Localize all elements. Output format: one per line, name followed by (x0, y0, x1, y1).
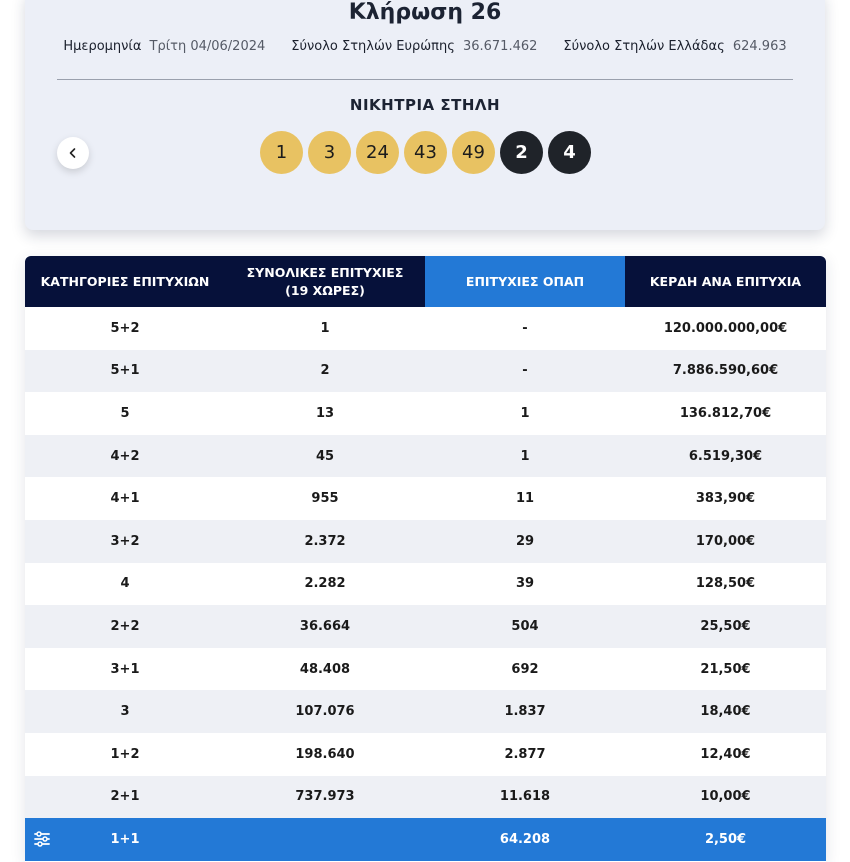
table-row (25, 563, 826, 606)
greece-columns (563, 39, 786, 54)
total-winners-cell: 955 (225, 477, 425, 520)
draw-date-label: Ημερομηνία (63, 39, 142, 54)
prize-cell: 2,50€ (625, 818, 826, 861)
table-row (25, 520, 826, 563)
category-cell: 2+2 (25, 605, 225, 648)
chevron-left-icon (67, 147, 79, 159)
table-row (25, 648, 826, 691)
draw-summary-card (25, 0, 825, 230)
winning-column-label: ΝΙΚΗΤΡΙΑ ΣΤΗΛΗ (349, 96, 501, 114)
total-winners-cell: 13 (225, 392, 425, 435)
header-opap-winners: ΕΠΙΤΥΧΙΕΣ ΟΠΑΠ (425, 256, 625, 307)
greece-columns-label: Σύνολο Στηλών Ελλάδας (563, 39, 725, 54)
category-cell-with-icon (25, 818, 225, 861)
prize-cell: 12,40€ (625, 733, 826, 776)
table-row (25, 605, 826, 648)
opap-winners-cell: 29 (425, 520, 625, 563)
draw-date (63, 39, 265, 54)
category-cell: 4 (25, 563, 225, 606)
greece-columns-value: 624.963 (732, 39, 787, 54)
prize-cell: 6.519,30€ (625, 435, 826, 478)
list-settings-icon[interactable] (33, 830, 51, 848)
table-row (25, 307, 826, 350)
total-winners-cell: 737.973 (225, 776, 425, 819)
prize-cell: 170,00€ (625, 520, 826, 563)
category-cell: 3+2 (25, 520, 225, 563)
opap-winners-cell: 1 (425, 392, 625, 435)
divider (57, 79, 793, 80)
table-row (25, 776, 826, 819)
opap-winners-cell: 64.208 (425, 818, 625, 861)
opap-winners-cell: - (425, 307, 625, 350)
table-row (25, 392, 826, 435)
main-number-ball: 49 (452, 131, 495, 174)
prize-cell: 10,00€ (625, 776, 826, 819)
table-row (25, 350, 826, 393)
total-winners-cell: 2.282 (225, 563, 425, 606)
draw-title: Κλήρωση 26 (348, 0, 502, 25)
prize-cell: 383,90€ (625, 477, 826, 520)
category-cell: 4+2 (25, 435, 225, 478)
table-row-highlighted (25, 818, 826, 861)
header-categories: ΚΑΤΗΓΟΡΙΕΣ ΕΠΙΤΥΧΙΩΝ (25, 256, 225, 307)
table-header-row (25, 256, 826, 307)
prize-cell: 120.000.000,00€ (625, 307, 826, 350)
total-winners-cell: 45 (225, 435, 425, 478)
total-winners-cell: 1 (225, 307, 425, 350)
table-row (25, 733, 826, 776)
category-cell: 2+1 (25, 776, 225, 819)
table-row (25, 690, 826, 733)
opap-winners-cell: 1 (425, 435, 625, 478)
category-cell: 4+1 (25, 477, 225, 520)
table-row (25, 435, 826, 478)
total-winners-cell: 107.076 (225, 690, 425, 733)
prize-cell: 128,50€ (625, 563, 826, 606)
draw-meta (25, 39, 825, 54)
category-cell: 5+2 (25, 307, 225, 350)
opap-winners-cell: 11 (425, 477, 625, 520)
opap-winners-cell: 504 (425, 605, 625, 648)
total-winners-cell: 198.640 (225, 733, 425, 776)
total-winners-cell: 2.372 (225, 520, 425, 563)
total-winners-cell (225, 818, 425, 861)
previous-draw-button[interactable] (57, 137, 89, 169)
star-number-ball: 4 (548, 131, 591, 174)
winning-numbers (260, 131, 591, 174)
category-cell: 3+1 (25, 648, 225, 691)
main-number-ball: 3 (308, 131, 351, 174)
europe-columns (291, 39, 537, 54)
prize-results-table (25, 256, 826, 861)
europe-columns-label: Σύνολο Στηλών Ευρώπης (291, 39, 455, 54)
prize-cell: 7.886.590,60€ (625, 350, 826, 393)
main-number-ball: 43 (404, 131, 447, 174)
total-winners-cell: 36.664 (225, 605, 425, 648)
opap-winners-cell: 39 (425, 563, 625, 606)
opap-winners-cell: 1.837 (425, 690, 625, 733)
table-row (25, 477, 826, 520)
main-number-ball: 1 (260, 131, 303, 174)
category-cell: 5+1 (25, 350, 225, 393)
category-cell: 5 (25, 392, 225, 435)
total-winners-cell: 2 (225, 350, 425, 393)
opap-winners-cell: 692 (425, 648, 625, 691)
prize-cell: 136.812,70€ (625, 392, 826, 435)
draw-date-value: Τρίτη 04/06/2024 (149, 39, 266, 54)
category-cell: 3 (25, 690, 225, 733)
header-prize-per-winner: ΚΕΡΔΗ ΑΝΑ ΕΠΙΤΥΧΙΑ (625, 256, 826, 307)
category-cell: 1+2 (25, 733, 225, 776)
header-total-winners: ΣΥΝΟΛΙΚΕΣ ΕΠΙΤΥΧΙΕΣ (19 ΧΩΡΕΣ) (225, 256, 425, 307)
prize-cell: 21,50€ (625, 648, 826, 691)
total-winners-cell: 48.408 (225, 648, 425, 691)
opap-winners-cell: 11.618 (425, 776, 625, 819)
opap-winners-cell: 2.877 (425, 733, 625, 776)
opap-winners-cell: - (425, 350, 625, 393)
prize-cell: 25,50€ (625, 605, 826, 648)
prize-cell: 18,40€ (625, 690, 826, 733)
star-number-ball: 2 (500, 131, 543, 174)
category-value: 1+1 (110, 831, 140, 847)
main-number-ball: 24 (356, 131, 399, 174)
europe-columns-value: 36.671.462 (462, 39, 538, 54)
